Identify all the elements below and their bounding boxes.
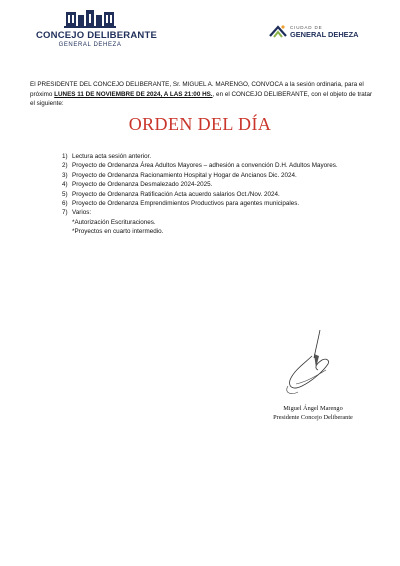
varios-subitem: *Autorización Escrituraciones. <box>72 218 156 226</box>
agenda-item <box>62 180 362 189</box>
agenda-item-number: 6) <box>62 200 68 208</box>
agenda-item-text: Proyecto de Ordenanza Racionamiento Hospital y Hogar de Ancianos Dic. 2024. <box>72 171 297 179</box>
convocation-paragraph <box>30 80 374 109</box>
agenda-item-text: Lectura acta sesión anterior. <box>72 153 152 160</box>
agenda-item <box>62 190 362 199</box>
agenda-item-number: 7) <box>62 209 68 217</box>
agenda-item-text: Proyecto de Ordenanza Ratificación Acta acuerdo salarios Oct./Nov. 2024. <box>72 190 280 198</box>
building-icon <box>64 10 116 28</box>
handwritten-signature <box>276 326 346 406</box>
agenda-item <box>62 152 362 161</box>
agenda-list <box>62 152 362 237</box>
signatory-role: Presidente Concejo Deliberante <box>273 413 353 421</box>
agenda-item-number: 4) <box>62 181 68 189</box>
intro-text-1: El PRESIDENTE DEL CONCEJO DELIBERANTE, Sr. MIGUEL A. MARENGO, CONVOCA a la sesión ordinaria, para el próximo <box>30 81 364 98</box>
agenda-item <box>62 208 362 217</box>
agenda-item <box>62 161 362 170</box>
agenda-item-number: 3) <box>62 171 68 179</box>
city-emblem-icon <box>268 24 288 40</box>
agenda-item-text: Proyecto de Ordenanza Área Adultos Mayores – adhesión a convención D.H. Adultos Mayores. <box>72 162 338 170</box>
city-logo <box>268 24 364 42</box>
agenda-item-number: 1) <box>62 153 68 160</box>
agenda-item-text: Proyecto de Ordenanza Emprendimientos Productivos para agentes municipales. <box>72 200 300 208</box>
agenda-item-text: Proyecto de Ordenanza Desmalezado 2024-2025. <box>72 181 213 189</box>
agenda-item <box>62 171 362 180</box>
varios-subitem: *Proyectos en cuarto intermedio. <box>72 228 164 236</box>
org-subtitle: GENERAL DEHEZA <box>58 42 122 48</box>
signatory-name: Miguel Ángel Marengo <box>283 405 343 412</box>
session-date: LUNES 11 DE NOVIEMBRE DE 2024, A LAS 21:00 HS. <box>54 90 213 98</box>
intro-text-2: , en el CONCEJO DELIBERANTE, con el objeto de tratar el siguiente: <box>30 90 373 107</box>
agenda-item-text: Varios: <box>72 209 92 217</box>
signatory-block <box>258 405 368 422</box>
page-title: ORDEN DEL DÍA <box>128 114 272 134</box>
city-name: GENERAL DEHEZA <box>290 30 359 39</box>
agenda-item <box>62 199 362 208</box>
agenda-item-number: 2) <box>62 162 68 170</box>
concejo-logo <box>36 10 157 50</box>
agenda-item-number: 5) <box>62 190 68 198</box>
org-name: CONCEJO DELIBERANTE <box>36 30 157 41</box>
city-label: CIUDAD DE <box>290 25 323 30</box>
